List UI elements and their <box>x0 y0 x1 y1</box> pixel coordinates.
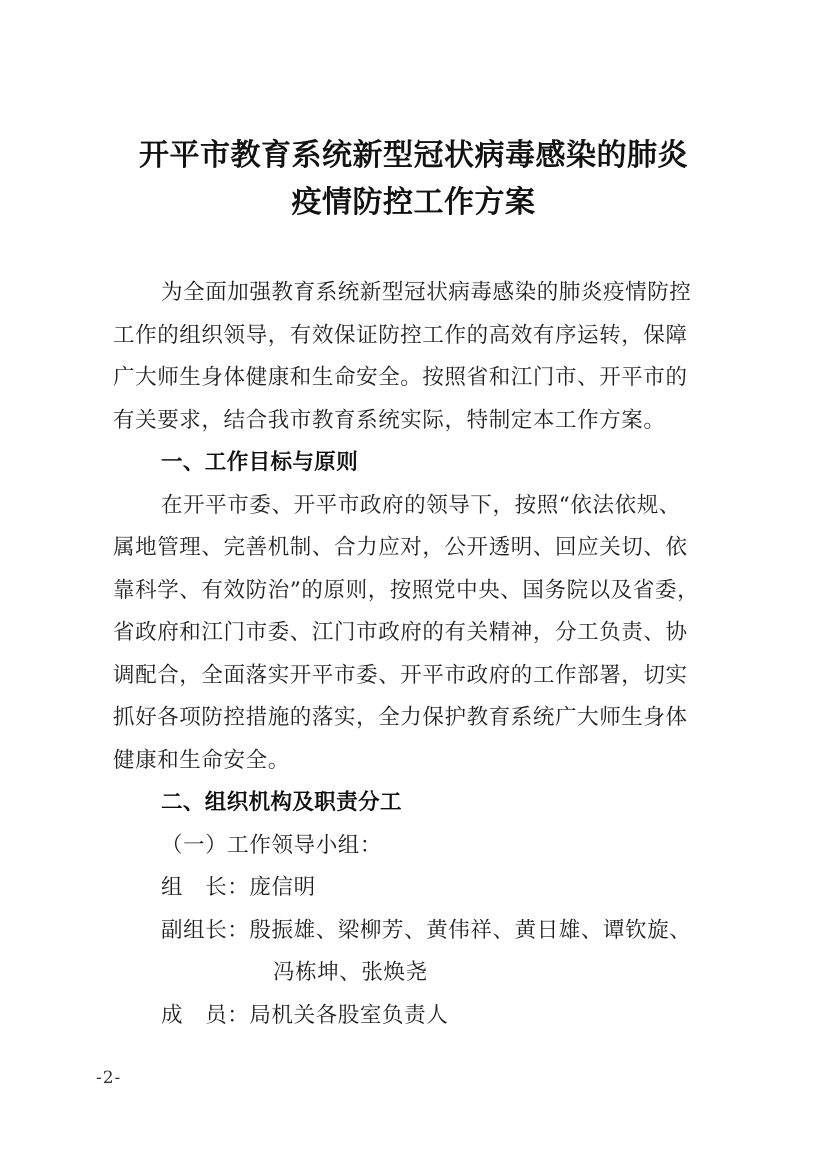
paragraph-line: 省政府和江门市委、江门市政府的有关精神，分工负责、协 <box>113 620 688 645</box>
paragraph-line: 为全面加强教育系统新型冠状病毒感染的肺炎疫情防控 <box>161 280 692 305</box>
document-title-line-2: 疫情防控工作方案 <box>291 185 536 220</box>
paragraph-line: 属地管理、完善机制、合力应对，公开透明、回应关切、依 <box>113 535 688 560</box>
paragraph-line: 抓好各项防控措施的落实，全力保护教育系统广大师生身体 <box>113 705 688 730</box>
roster-line-group-leader: 组 长：庞信明 <box>161 875 316 900</box>
paragraph-line: 靠科学、有效防治”的原则，按照党中央、国务院以及省委， <box>113 577 700 603</box>
subsection-heading: （一）工作领导小组： <box>161 832 383 858</box>
roster-line-deputy-leaders-cont: 冯栋坤、张焕尧 <box>273 960 428 985</box>
roster-line-deputy-leaders: 副组长：殷振雄、梁柳芳、黄伟祥、黄日雄、谭钦旋、 <box>161 917 692 943</box>
document-title-line-1: 开平市教育系统新型冠状病毒感染的肺炎 <box>139 138 688 173</box>
document-title <box>100 132 727 226</box>
paragraph-line: 调配合，全面落实开平市委、开平市政府的工作部署，切实 <box>113 662 688 688</box>
section-heading-1: 一、工作目标与原则 <box>161 450 359 475</box>
paragraph-line: 在开平市委、开平市政府的领导下，按照“依法依规、 <box>161 492 681 518</box>
paragraph-line: 工作的组织领导，有效保证防控工作的高效有序运转，保障 <box>113 322 688 348</box>
document-body <box>113 272 715 1037</box>
paragraph-line: 广大师生身体健康和生命安全。按照省和江门市、开平市的 <box>113 365 688 390</box>
roster-line-members: 成 员：局机关各股室负责人 <box>161 1002 449 1028</box>
section-heading-2: 二、组织机构及职责分工 <box>161 790 402 815</box>
paragraph-line: 健康和生命安全。 <box>113 747 290 773</box>
page-number: -2- <box>96 1068 122 1088</box>
paragraph-line: 有关要求，结合我市教育系统实际，特制定本工作方案。 <box>113 407 666 433</box>
